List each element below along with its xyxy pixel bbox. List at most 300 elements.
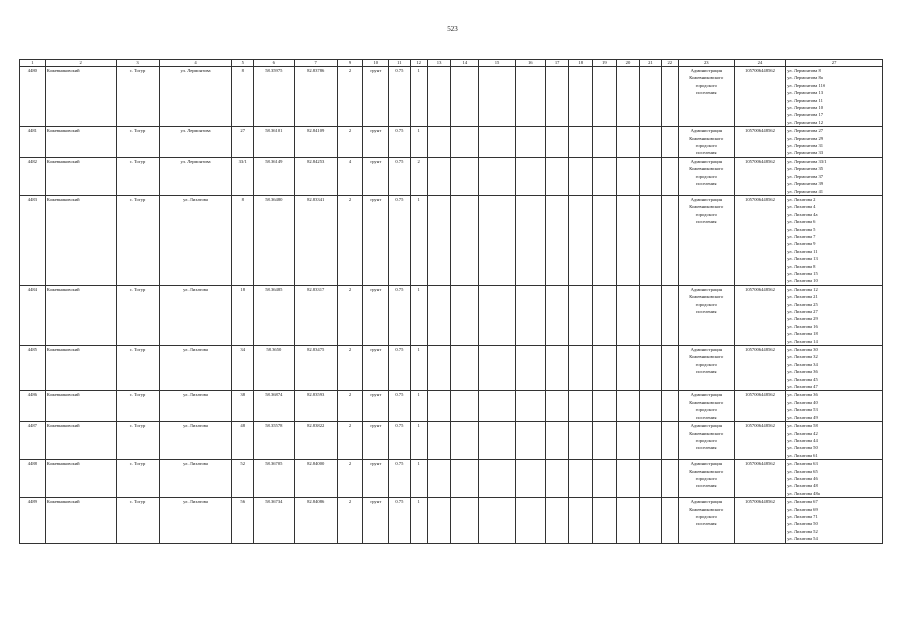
served-addresses-cell bbox=[786, 285, 883, 345]
surface-cell: грунт bbox=[363, 195, 389, 285]
empty-cell bbox=[593, 391, 617, 422]
address-line: ул. Лихатова 47 bbox=[787, 384, 818, 390]
empty-cell bbox=[661, 460, 678, 498]
column-header: 12 bbox=[410, 60, 427, 67]
owner-org-line: Администрация bbox=[690, 68, 722, 73]
street-cell: ул. Лихатова bbox=[159, 195, 232, 285]
empty-cell bbox=[427, 195, 451, 285]
address-line: ул. Лихатова 8 bbox=[787, 263, 816, 269]
column-header: 19 bbox=[593, 60, 617, 67]
address-line: ул. Лермонтова 8а bbox=[787, 75, 823, 81]
village-cell: с. Тогур bbox=[116, 195, 159, 285]
owner-org-cell bbox=[678, 460, 734, 498]
address-line: ул. Лермонтова 10 bbox=[787, 105, 824, 111]
empty-cell bbox=[593, 157, 617, 195]
empty-cell bbox=[451, 285, 479, 345]
address-line: ул. Лермонтова 29 bbox=[787, 135, 824, 141]
address-line: ул. Лихатова 48 bbox=[787, 483, 818, 489]
empty-cell bbox=[593, 285, 617, 345]
empty-cell bbox=[593, 422, 617, 460]
volume-cell: 0.75 bbox=[389, 460, 410, 498]
longitude-cell: 82.83341 bbox=[294, 195, 337, 285]
latitude-cell: 58.36149 bbox=[253, 157, 294, 195]
empty-cell bbox=[515, 127, 545, 158]
address-line: ул. Лихатова 40 bbox=[787, 399, 818, 405]
owner-org-line: городского bbox=[695, 301, 717, 307]
village-cell: с. Тогур bbox=[116, 498, 159, 543]
address-line: ул. Лихатова 29 bbox=[787, 316, 818, 322]
column-header: 24 bbox=[734, 60, 786, 67]
table-body bbox=[20, 67, 883, 544]
column-header: 9 bbox=[337, 60, 363, 67]
address-line: ул. Лихатова 54 bbox=[787, 536, 818, 542]
owner-org-line: Администрация bbox=[690, 158, 722, 164]
table-row bbox=[20, 460, 883, 498]
longitude-cell: 82.83317 bbox=[294, 285, 337, 345]
owner-org-line: поселения bbox=[696, 150, 717, 156]
address-line: ул. Лихатова 49 bbox=[787, 414, 818, 420]
ogrn-cell: 1057006448562 bbox=[734, 157, 786, 195]
column-header: 2 bbox=[45, 60, 116, 67]
address-line: ул. Лихатова 4 bbox=[787, 204, 816, 210]
empty-cell bbox=[640, 460, 661, 498]
empty-cell bbox=[661, 127, 678, 158]
column-header: 14 bbox=[451, 60, 479, 67]
empty-cell bbox=[569, 346, 593, 391]
owner-org-line: Администрация bbox=[690, 499, 722, 505]
empty-cell bbox=[451, 195, 479, 285]
empty-cell bbox=[640, 67, 661, 127]
column-header: 1 bbox=[20, 60, 46, 67]
served-addresses-cell bbox=[786, 67, 883, 127]
address-line: ул. Лихатова 14 bbox=[787, 338, 818, 344]
volume-cell: 0.75 bbox=[389, 195, 410, 285]
empty-cell bbox=[593, 498, 617, 543]
address-line: ул. Лихатова 7 bbox=[787, 233, 816, 239]
empty-cell bbox=[616, 127, 640, 158]
col-9-cell: 2 bbox=[337, 127, 363, 158]
empty-cell bbox=[427, 67, 451, 127]
empty-cell bbox=[427, 127, 451, 158]
house-cell: 27 bbox=[232, 127, 253, 158]
empty-cell bbox=[661, 422, 678, 460]
empty-cell bbox=[640, 127, 661, 158]
owner-org-line: Администрация bbox=[690, 392, 722, 398]
address-line: ул. Лихатова 15 bbox=[787, 270, 818, 276]
served-addresses-cell bbox=[786, 346, 883, 391]
empty-cell bbox=[479, 391, 515, 422]
registry-table bbox=[19, 59, 883, 544]
street-cell: ул. Лихатова bbox=[159, 346, 232, 391]
address-line: ул. Лихатова 36 bbox=[787, 392, 818, 398]
street-cell: ул. Лихатова bbox=[159, 391, 232, 422]
column-header: 13 bbox=[427, 60, 451, 67]
row-number: 4489 bbox=[20, 498, 46, 543]
ogrn-cell: 1057006448562 bbox=[734, 127, 786, 158]
owner-org-line: Кожевниковского bbox=[689, 354, 724, 360]
owner-org-cell bbox=[678, 195, 734, 285]
volume-cell: 0.75 bbox=[389, 285, 410, 345]
empty-cell bbox=[569, 422, 593, 460]
empty-cell bbox=[451, 127, 479, 158]
volume-cell: 0.75 bbox=[389, 498, 410, 543]
column-header: 22 bbox=[661, 60, 678, 67]
table-row bbox=[20, 498, 883, 543]
house-cell: 34 bbox=[232, 346, 253, 391]
empty-cell bbox=[616, 195, 640, 285]
address-line: ул. Лермонтова 41 bbox=[787, 188, 824, 194]
empty-cell bbox=[515, 67, 545, 127]
count-cell: 1 bbox=[410, 127, 427, 158]
village-cell: с. Тогур bbox=[116, 67, 159, 127]
address-line: ул. Лихатова 69 bbox=[787, 506, 818, 512]
empty-cell bbox=[427, 285, 451, 345]
owner-org-line: городского bbox=[695, 173, 717, 179]
longitude-cell: 82.84109 bbox=[294, 127, 337, 158]
latitude-cell: 58.36101 bbox=[253, 127, 294, 158]
longitude-cell: 82.83475 bbox=[294, 346, 337, 391]
row-number: 4488 bbox=[20, 460, 46, 498]
col-9-cell: 2 bbox=[337, 498, 363, 543]
address-line: ул. Лихатова 52 bbox=[787, 528, 818, 534]
column-header: 3 bbox=[116, 60, 159, 67]
empty-cell bbox=[479, 285, 515, 345]
address-line: ул. Лихатова 42 bbox=[787, 430, 818, 436]
village-cell: с. Тогур bbox=[116, 422, 159, 460]
row-number: 4482 bbox=[20, 157, 46, 195]
owner-org-line: Администрация bbox=[690, 128, 722, 134]
row-number: 4481 bbox=[20, 127, 46, 158]
address-line: ул. Лихатова 2 bbox=[787, 196, 816, 202]
empty-cell bbox=[569, 498, 593, 543]
empty-cell bbox=[640, 422, 661, 460]
latitude-cell: 58.36734 bbox=[253, 498, 294, 543]
ogrn-cell: 1057006448562 bbox=[734, 391, 786, 422]
owner-org-line: городского bbox=[695, 361, 717, 367]
column-header: 18 bbox=[569, 60, 593, 67]
empty-cell bbox=[616, 157, 640, 195]
address-line: ул. Лихатова 36 bbox=[787, 369, 818, 375]
col-9-cell: 2 bbox=[337, 67, 363, 127]
empty-cell bbox=[427, 422, 451, 460]
owner-org-line: поселения bbox=[696, 369, 717, 375]
house-cell: 18 bbox=[232, 285, 253, 345]
empty-cell bbox=[569, 67, 593, 127]
column-header: 27 bbox=[786, 60, 883, 67]
address-line: ул. Лихатова 63 bbox=[787, 461, 818, 467]
col-9-cell: 2 bbox=[337, 422, 363, 460]
row-number: 4486 bbox=[20, 391, 46, 422]
empty-cell bbox=[479, 157, 515, 195]
empty-cell bbox=[640, 391, 661, 422]
district-cell: Кожевниковский bbox=[45, 285, 116, 345]
volume-cell: 0.75 bbox=[389, 157, 410, 195]
empty-cell bbox=[515, 460, 545, 498]
owner-org-line: Кожевниковского bbox=[689, 506, 724, 512]
street-cell: ул. Лихатова bbox=[159, 422, 232, 460]
count-cell: 1 bbox=[410, 422, 427, 460]
district-cell: Кожевниковский bbox=[45, 391, 116, 422]
empty-cell bbox=[545, 195, 569, 285]
empty-cell bbox=[427, 391, 451, 422]
empty-cell bbox=[593, 195, 617, 285]
ogrn-cell: 1057006448562 bbox=[734, 498, 786, 543]
ogrn-cell: 1057006448562 bbox=[734, 195, 786, 285]
address-line: ул. Лихатова 34 bbox=[787, 361, 818, 367]
row-number: 4484 bbox=[20, 285, 46, 345]
owner-org-line: поселения bbox=[696, 483, 717, 489]
ogrn-cell: 1057006448562 bbox=[734, 67, 786, 127]
longitude-cell: 82.84253 bbox=[294, 157, 337, 195]
owner-org-cell bbox=[678, 391, 734, 422]
address-line: ул. Лермонтова 12 bbox=[787, 119, 824, 125]
address-line: ул. Лихатова 53 bbox=[787, 407, 818, 413]
empty-cell bbox=[451, 422, 479, 460]
empty-cell bbox=[451, 460, 479, 498]
owner-org-line: Кожевниковского bbox=[689, 166, 724, 172]
address-line: ул. Лихатова 27 bbox=[787, 309, 818, 314]
district-cell: Кожевниковский bbox=[45, 67, 116, 127]
empty-cell bbox=[661, 285, 678, 345]
col-9-cell: 2 bbox=[337, 285, 363, 345]
district-cell: Кожевниковский bbox=[45, 157, 116, 195]
owner-org-line: городского bbox=[695, 143, 717, 149]
empty-cell bbox=[640, 285, 661, 345]
address-line: ул. Лихатова 9 bbox=[787, 241, 816, 247]
volume-cell: 0.75 bbox=[389, 67, 410, 127]
address-line: ул. Лихатова 13 bbox=[787, 256, 818, 262]
empty-cell bbox=[661, 195, 678, 285]
empty-cell bbox=[616, 498, 640, 543]
empty-cell bbox=[545, 127, 569, 158]
page-number: 523 bbox=[447, 25, 458, 33]
surface-cell: грунт bbox=[363, 346, 389, 391]
empty-cell bbox=[515, 195, 545, 285]
village-cell: с. Тогур bbox=[116, 285, 159, 345]
empty-cell bbox=[479, 460, 515, 498]
address-line: ул. Лермонтова 35 bbox=[787, 166, 824, 172]
address-line: ул. Лермонтова 11б bbox=[787, 82, 826, 88]
table-row bbox=[20, 195, 883, 285]
empty-cell bbox=[427, 460, 451, 498]
house-cell: 33/1 bbox=[232, 157, 253, 195]
address-line: ул. Лермонтова 13 bbox=[787, 90, 824, 96]
empty-cell bbox=[545, 391, 569, 422]
address-line: ул. Лихатова 58 bbox=[787, 423, 818, 429]
address-line: ул. Лихатова 67 bbox=[787, 499, 818, 505]
latitude-cell: 58.36485 bbox=[253, 285, 294, 345]
count-cell: 1 bbox=[410, 195, 427, 285]
address-line: ул. Лермонтова 33/1 bbox=[787, 158, 827, 164]
empty-cell bbox=[569, 391, 593, 422]
owner-org-line: городского bbox=[695, 407, 717, 413]
col-9-cell: 2 bbox=[337, 346, 363, 391]
surface-cell: грунт bbox=[363, 498, 389, 543]
owner-org-line: поселения bbox=[696, 181, 717, 187]
empty-cell bbox=[479, 346, 515, 391]
surface-cell: грунт bbox=[363, 391, 389, 422]
empty-cell bbox=[616, 285, 640, 345]
latitude-cell: 58.3650 bbox=[253, 346, 294, 391]
count-cell: 1 bbox=[410, 498, 427, 543]
ogrn-cell: 1057006448562 bbox=[734, 346, 786, 391]
owner-org-line: поселения bbox=[696, 219, 717, 225]
empty-cell bbox=[515, 391, 545, 422]
owner-org-line: Кожевниковского bbox=[689, 430, 724, 436]
house-cell: 56 bbox=[232, 498, 253, 543]
address-line: ул. Лихатова 65 bbox=[787, 468, 818, 474]
empty-cell bbox=[451, 67, 479, 127]
owner-org-line: Кожевниковского bbox=[689, 294, 724, 300]
owner-org-line: городского bbox=[695, 437, 717, 443]
count-cell: 2 bbox=[410, 157, 427, 195]
empty-cell bbox=[545, 498, 569, 543]
address-line: ул. Лихатова 50 bbox=[787, 445, 818, 451]
empty-cell bbox=[479, 422, 515, 460]
street-cell: ул. Лермонтова bbox=[159, 67, 232, 127]
empty-cell bbox=[569, 460, 593, 498]
empty-cell bbox=[427, 346, 451, 391]
empty-cell bbox=[661, 157, 678, 195]
address-line: ул. Лермонтова 27 bbox=[787, 128, 824, 134]
column-header: 20 bbox=[616, 60, 640, 67]
owner-org-line: поселения bbox=[696, 445, 717, 451]
district-cell: Кожевниковский bbox=[45, 346, 116, 391]
address-line: ул. Лихатова 10 bbox=[787, 278, 818, 284]
address-line: ул. Лермонтова 17 bbox=[787, 112, 824, 118]
village-cell: с. Тогур bbox=[116, 346, 159, 391]
empty-cell bbox=[640, 346, 661, 391]
empty-cell bbox=[640, 157, 661, 195]
empty-cell bbox=[569, 157, 593, 195]
surface-cell: грунт bbox=[363, 460, 389, 498]
volume-cell: 0.75 bbox=[389, 127, 410, 158]
column-header: 5 bbox=[232, 60, 253, 67]
table-row bbox=[20, 157, 883, 195]
owner-org-line: Кожевниковского bbox=[689, 75, 724, 81]
address-line: ул. Лихатова 32 bbox=[787, 354, 818, 360]
owner-org-line: Кожевниковского bbox=[689, 135, 724, 141]
longitude-cell: 82.84000 bbox=[294, 460, 337, 498]
empty-cell bbox=[451, 391, 479, 422]
house-cell: 8 bbox=[232, 67, 253, 127]
empty-cell bbox=[545, 67, 569, 127]
column-header: 21 bbox=[640, 60, 661, 67]
address-line: ул. Лермонтова 8 bbox=[787, 68, 821, 73]
owner-org-cell bbox=[678, 346, 734, 391]
owner-org-line: городского bbox=[695, 513, 717, 519]
district-cell: Кожевниковский bbox=[45, 460, 116, 498]
served-addresses-cell bbox=[786, 391, 883, 422]
empty-cell bbox=[569, 285, 593, 345]
empty-cell bbox=[616, 346, 640, 391]
owner-org-line: Администрация bbox=[690, 461, 722, 467]
empty-cell bbox=[661, 67, 678, 127]
address-line: ул. Лермонтова 11 bbox=[787, 97, 823, 103]
surface-cell: грунт bbox=[363, 67, 389, 127]
address-line: ул. Лихатова 4а bbox=[787, 211, 818, 217]
count-cell: 1 bbox=[410, 346, 427, 391]
owner-org-line: Кожевниковского bbox=[689, 399, 724, 405]
count-cell: 1 bbox=[410, 67, 427, 127]
owner-org-cell bbox=[678, 498, 734, 543]
empty-cell bbox=[479, 127, 515, 158]
street-cell: ул. Лихатова bbox=[159, 498, 232, 543]
address-line: ул. Лихатова 6 bbox=[787, 219, 816, 225]
row-number: 4485 bbox=[20, 346, 46, 391]
latitude-cell: 58.35975 bbox=[253, 67, 294, 127]
address-line: ул. Лихатова 5 bbox=[787, 226, 816, 232]
empty-cell bbox=[545, 460, 569, 498]
count-cell: 1 bbox=[410, 391, 427, 422]
empty-cell bbox=[427, 498, 451, 543]
village-cell: с. Тогур bbox=[116, 157, 159, 195]
house-cell: 8 bbox=[232, 195, 253, 285]
address-line: ул. Лихатова 21 bbox=[787, 294, 818, 300]
row-number: 4487 bbox=[20, 422, 46, 460]
district-cell: Кожевниковский bbox=[45, 422, 116, 460]
owner-org-line: городского bbox=[695, 211, 717, 217]
table-row bbox=[20, 346, 883, 391]
surface-cell: грунт bbox=[363, 157, 389, 195]
owner-org-line: поселения bbox=[696, 309, 717, 314]
empty-cell bbox=[569, 195, 593, 285]
address-line: ул. Лихатова 61 bbox=[787, 452, 818, 458]
empty-cell bbox=[479, 67, 515, 127]
address-line: ул. Лихатова 12 bbox=[787, 286, 818, 292]
empty-cell bbox=[616, 460, 640, 498]
empty-cell bbox=[661, 391, 678, 422]
address-line: ул. Лермонтова 33 bbox=[787, 150, 824, 156]
ogrn-cell: 1057006448562 bbox=[734, 422, 786, 460]
owner-org-cell bbox=[678, 127, 734, 158]
owner-org-line: Кожевниковского bbox=[689, 204, 724, 210]
house-cell: 38 bbox=[232, 391, 253, 422]
village-cell: с. Тогур bbox=[116, 127, 159, 158]
owner-org-cell bbox=[678, 157, 734, 195]
owner-org-line: Администрация bbox=[690, 196, 722, 202]
latitude-cell: 58.35578 bbox=[253, 422, 294, 460]
street-cell: ул. Лихатова bbox=[159, 285, 232, 345]
empty-cell bbox=[616, 67, 640, 127]
row-number: 4483 bbox=[20, 195, 46, 285]
surface-cell: грунт bbox=[363, 285, 389, 345]
empty-cell bbox=[640, 195, 661, 285]
served-addresses-cell bbox=[786, 127, 883, 158]
ogrn-cell: 1057006448562 bbox=[734, 285, 786, 345]
empty-cell bbox=[479, 498, 515, 543]
served-addresses-cell bbox=[786, 422, 883, 460]
longitude-cell: 82.84086 bbox=[294, 498, 337, 543]
empty-cell bbox=[616, 391, 640, 422]
address-line: ул. Лихатова 11 bbox=[787, 248, 818, 254]
empty-cell bbox=[427, 157, 451, 195]
column-header: 23 bbox=[678, 60, 734, 67]
owner-org-line: Администрация bbox=[690, 347, 722, 353]
column-header: 4 bbox=[159, 60, 232, 67]
column-header: 7 bbox=[294, 60, 337, 67]
owner-org-line: поселения bbox=[696, 414, 717, 420]
address-line: ул. Лермонтова 37 bbox=[787, 173, 824, 179]
empty-cell bbox=[569, 127, 593, 158]
volume-cell: 0.75 bbox=[389, 391, 410, 422]
empty-cell bbox=[515, 346, 545, 391]
empty-cell bbox=[661, 498, 678, 543]
empty-cell bbox=[451, 498, 479, 543]
row-number: 4480 bbox=[20, 67, 46, 127]
empty-cell bbox=[593, 346, 617, 391]
empty-cell bbox=[545, 422, 569, 460]
